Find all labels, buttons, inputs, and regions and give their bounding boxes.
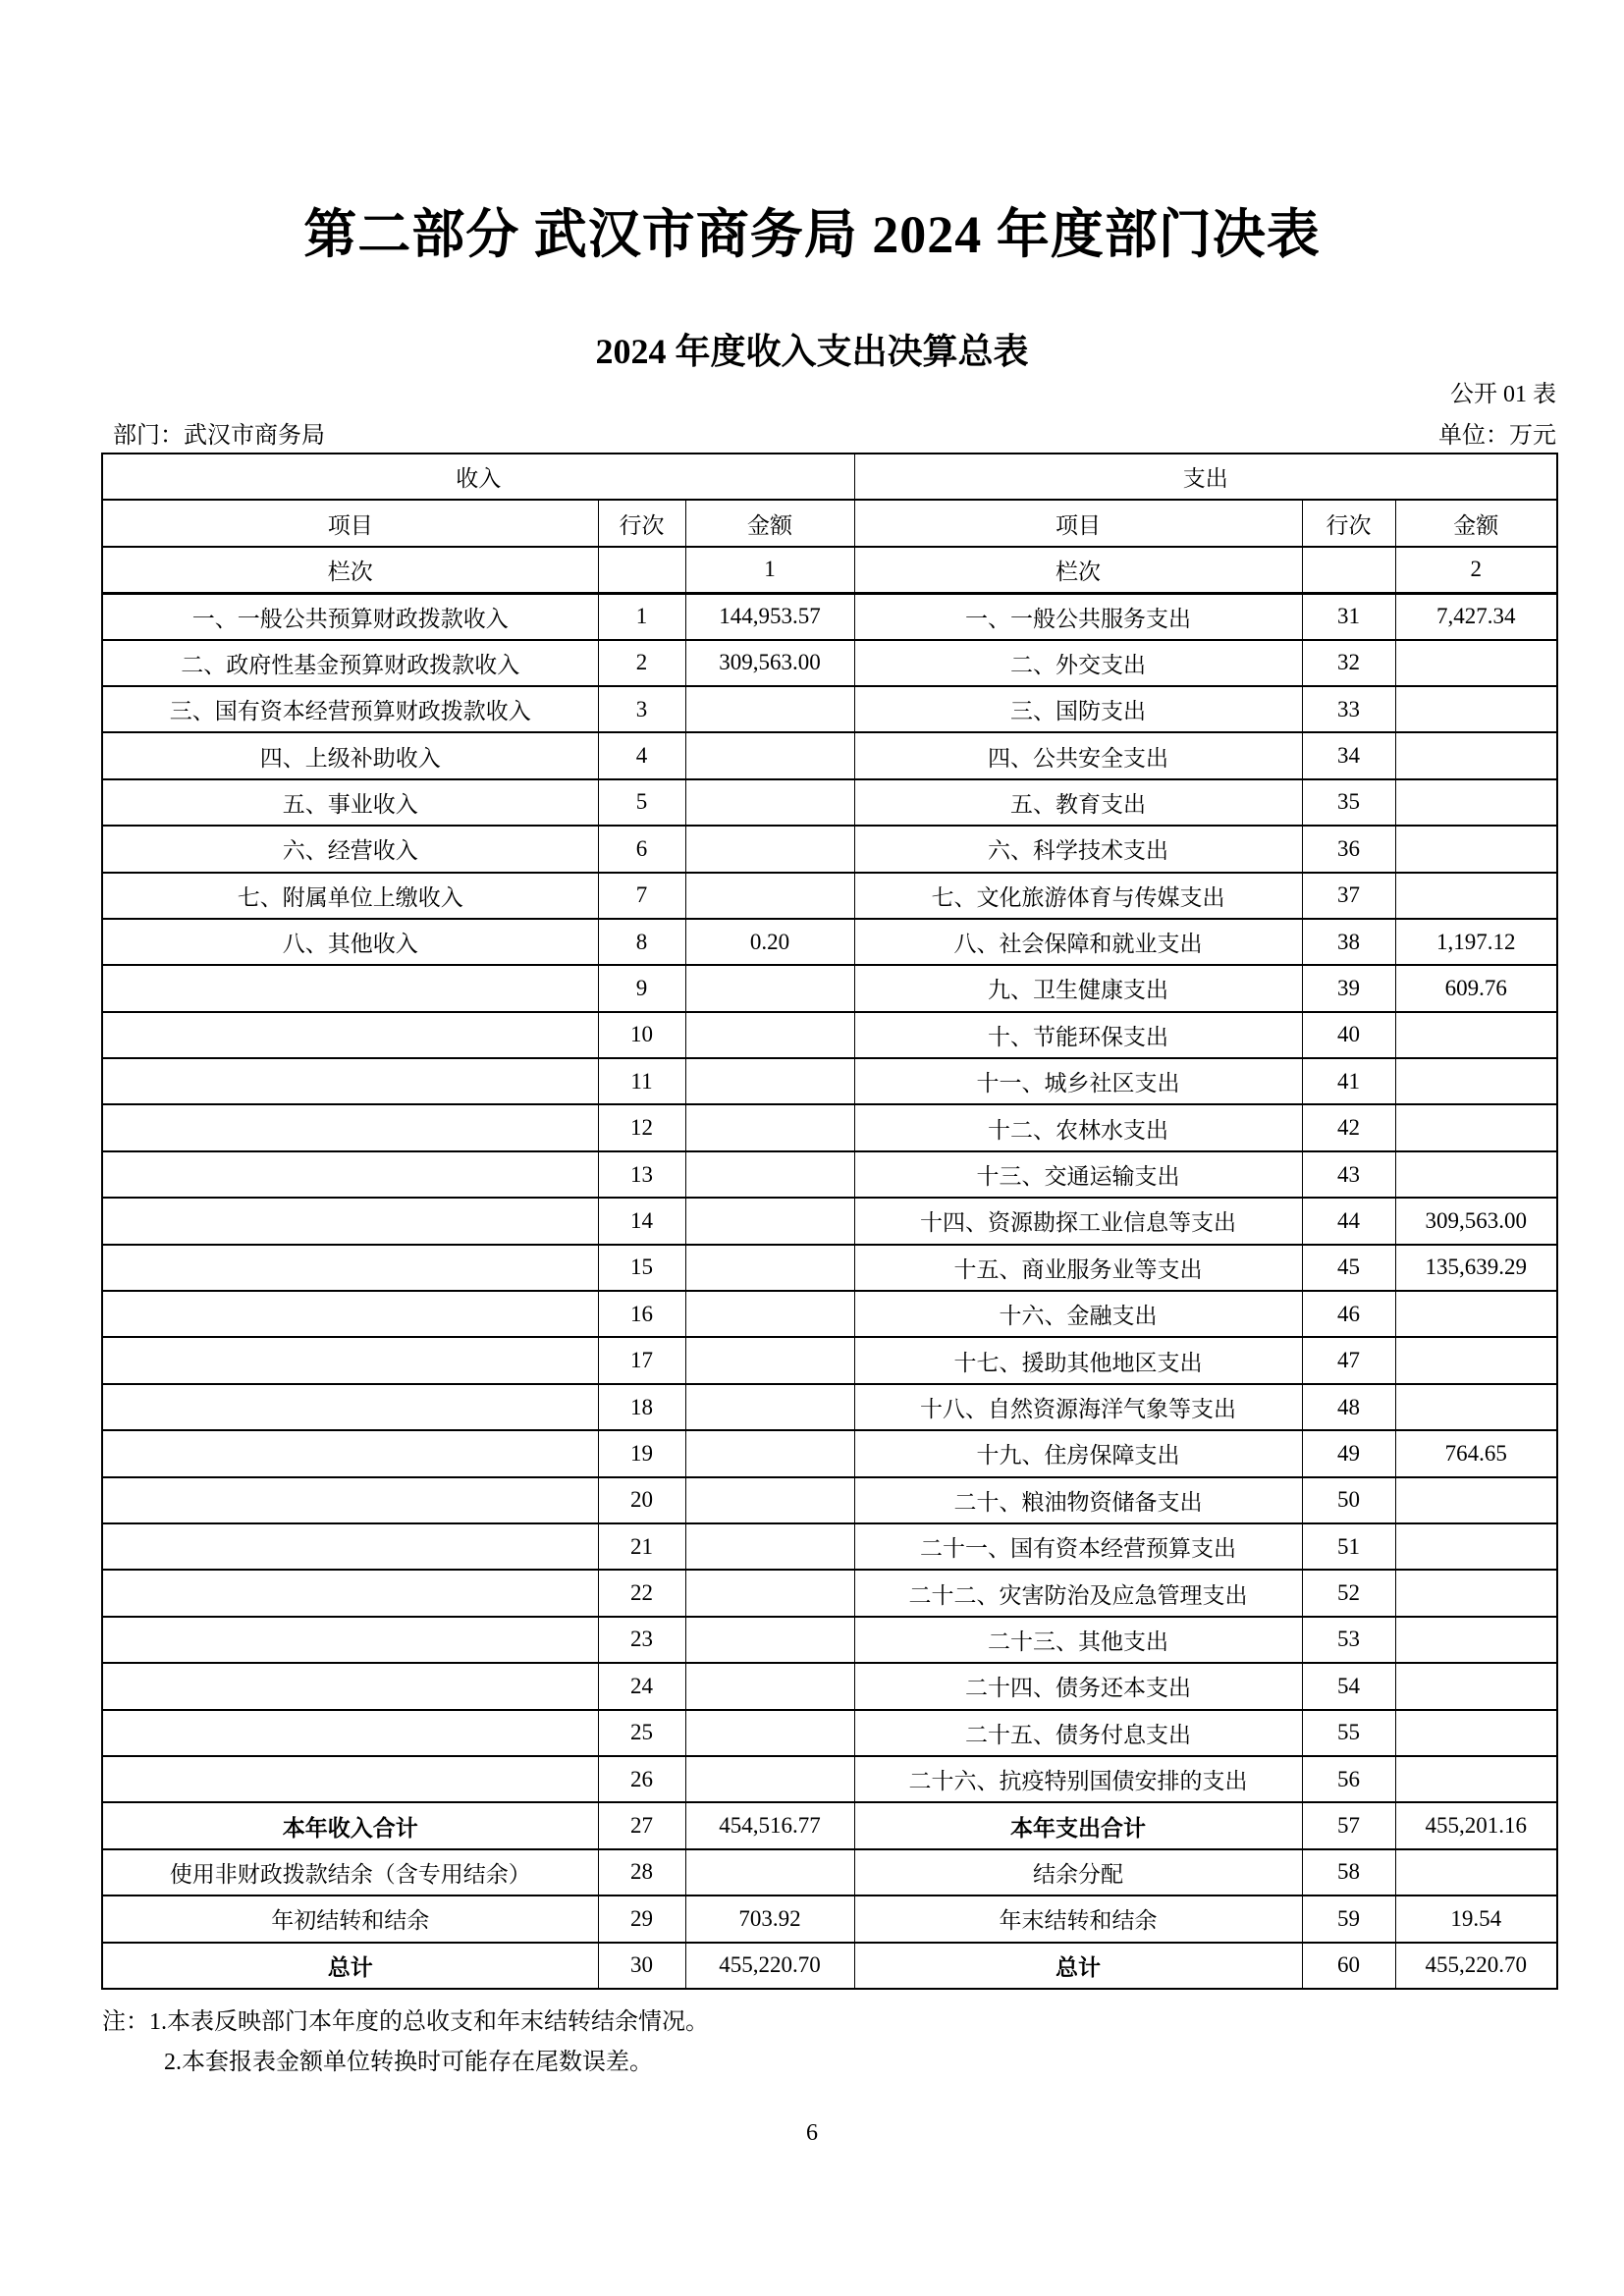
income-amount-cell — [685, 1570, 854, 1616]
income-rowno-cell: 12 — [598, 1104, 685, 1150]
income-amount-cell — [685, 1012, 854, 1058]
expense-rowno-cell: 31 — [1302, 593, 1395, 639]
income-amount-cell — [685, 1756, 854, 1802]
income-item-cell: 八、其他收入 — [102, 919, 598, 965]
table-row — [102, 1245, 1557, 1291]
income-rowno-header: 行次 — [598, 500, 685, 546]
expense-item-cell: 十九、住房保障支出 — [854, 1430, 1302, 1476]
expense-amount-cell — [1395, 1104, 1557, 1150]
income-item-cell — [102, 1198, 598, 1244]
expense-amount-cell — [1395, 1384, 1557, 1430]
income-rowno-cell: 24 — [598, 1663, 685, 1709]
expense-rowno-cell: 38 — [1302, 919, 1395, 965]
income-rowno-cell: 15 — [598, 1245, 685, 1291]
income-rowno-cell: 17 — [598, 1337, 685, 1383]
expense-amount-cell — [1395, 1058, 1557, 1104]
table-row — [102, 1849, 1557, 1896]
table-row — [102, 640, 1557, 686]
income-item-cell — [102, 1104, 598, 1150]
income-rowno-cell: 7 — [598, 873, 685, 919]
expense-amount-cell — [1395, 779, 1557, 826]
income-rowno-cell: 1 — [598, 593, 685, 639]
expense-amount-cell: 455,220.70 — [1395, 1943, 1557, 1989]
expense-rowno-cell: 59 — [1302, 1896, 1395, 1942]
income-item-cell — [102, 1151, 598, 1198]
expense-item-cell: 四、公共安全支出 — [854, 732, 1302, 778]
table-title: 2024 年度收入支出决算总表 — [595, 332, 1029, 371]
expense-item-cell: 十五、商业服务业等支出 — [854, 1245, 1302, 1291]
expense-lanci-empty — [1302, 547, 1395, 593]
expense-rowno-cell: 35 — [1302, 779, 1395, 826]
table-row — [102, 1384, 1557, 1430]
expense-rowno-header: 行次 — [1302, 500, 1395, 546]
income-rowno-cell: 16 — [598, 1291, 685, 1337]
income-amount-cell — [685, 826, 854, 872]
column-header-row — [102, 500, 1557, 546]
expense-rowno-cell: 49 — [1302, 1430, 1395, 1476]
income-rowno-cell: 23 — [598, 1617, 685, 1663]
expense-rowno-cell: 56 — [1302, 1756, 1395, 1802]
expense-item-cell: 二十三、其他支出 — [854, 1617, 1302, 1663]
column-index-row — [102, 547, 1557, 593]
income-rowno-cell: 4 — [598, 732, 685, 778]
expense-item-cell: 十三、交通运输支出 — [854, 1151, 1302, 1198]
expense-item-cell: 九、卫生健康支出 — [854, 965, 1302, 1011]
table-row — [102, 1617, 1557, 1663]
expense-amount-cell — [1395, 1012, 1557, 1058]
expense-rowno-cell: 51 — [1302, 1523, 1395, 1570]
income-item-cell — [102, 1756, 598, 1802]
income-rowno-cell: 29 — [598, 1896, 685, 1942]
income-section-header: 收入 — [102, 454, 854, 500]
income-item-cell — [102, 1058, 598, 1104]
page-number: 6 — [806, 2120, 818, 2146]
income-amount-cell — [685, 779, 854, 826]
expense-rowno-cell: 33 — [1302, 686, 1395, 732]
expense-item-cell: 七、文化旅游体育与传媒支出 — [854, 873, 1302, 919]
income-item-cell — [102, 1617, 598, 1663]
expense-amount-header: 金额 — [1395, 500, 1557, 546]
table-row — [102, 1570, 1557, 1616]
income-amount-cell: 455,220.70 — [685, 1943, 854, 1989]
expense-rowno-cell: 54 — [1302, 1663, 1395, 1709]
expense-item-cell: 十七、援助其他地区支出 — [854, 1337, 1302, 1383]
unit-label: 单位：万元 — [1438, 423, 1556, 449]
expense-amount-cell — [1395, 1756, 1557, 1802]
income-rowno-cell: 2 — [598, 640, 685, 686]
income-item-cell: 总计 — [102, 1943, 598, 1989]
expense-amount-cell — [1395, 1849, 1557, 1896]
table-row — [102, 1756, 1557, 1802]
table-row — [102, 826, 1557, 872]
table-row — [102, 1943, 1557, 1989]
expense-item-cell: 二十六、抗疫特别国债安排的支出 — [854, 1756, 1302, 1802]
income-rowno-cell: 30 — [598, 1943, 685, 1989]
expense-item-header: 项目 — [854, 500, 1302, 546]
income-item-cell: 三、国有资本经营预算财政拨款收入 — [102, 686, 598, 732]
expense-item-cell: 二十五、债务付息支出 — [854, 1710, 1302, 1756]
expense-item-cell: 三、国防支出 — [854, 686, 1302, 732]
income-rowno-cell: 3 — [598, 686, 685, 732]
income-amount-cell — [685, 1151, 854, 1198]
expense-item-cell: 十、节能环保支出 — [854, 1012, 1302, 1058]
expense-rowno-cell: 57 — [1302, 1802, 1395, 1848]
expense-item-cell: 八、社会保障和就业支出 — [854, 919, 1302, 965]
income-rowno-cell: 19 — [598, 1430, 685, 1476]
expense-lanci-label: 栏次 — [854, 547, 1302, 593]
expense-rowno-cell: 34 — [1302, 732, 1395, 778]
table-row — [102, 1477, 1557, 1523]
income-rowno-cell: 28 — [598, 1849, 685, 1896]
income-amount-cell — [685, 1337, 854, 1383]
expense-rowno-cell: 48 — [1302, 1384, 1395, 1430]
expense-rowno-cell: 32 — [1302, 640, 1395, 686]
expense-item-cell: 二十四、债务还本支出 — [854, 1663, 1302, 1709]
table-row — [102, 1523, 1557, 1570]
expense-amount-cell — [1395, 1617, 1557, 1663]
note-line-2: 2.本套报表金额单位转换时可能存在尾数误差。 — [164, 2050, 653, 2075]
page-title: 第二部分 武汉市商务局 2024 年度部门决表 — [303, 205, 1321, 264]
income-amount-header: 金额 — [685, 500, 854, 546]
table-row — [102, 1012, 1557, 1058]
expense-amount-cell — [1395, 1570, 1557, 1616]
income-item-cell — [102, 1477, 598, 1523]
table-row — [102, 1198, 1557, 1244]
income-amount-cell — [685, 1104, 854, 1150]
income-amount-cell — [685, 1430, 854, 1476]
income-rowno-cell: 22 — [598, 1570, 685, 1616]
expense-rowno-cell: 40 — [1302, 1012, 1395, 1058]
expense-item-cell: 十六、金融支出 — [854, 1291, 1302, 1337]
income-item-cell — [102, 1337, 598, 1383]
section-header-row — [102, 454, 1557, 500]
income-rowno-cell: 26 — [598, 1756, 685, 1802]
table-row — [102, 1104, 1557, 1150]
income-amount-cell — [685, 686, 854, 732]
income-rowno-cell: 21 — [598, 1523, 685, 1570]
income-item-cell: 本年收入合计 — [102, 1802, 598, 1848]
expense-rowno-cell: 50 — [1302, 1477, 1395, 1523]
income-amount-cell — [685, 1198, 854, 1244]
expense-rowno-cell: 42 — [1302, 1104, 1395, 1150]
income-rowno-cell: 14 — [598, 1198, 685, 1244]
table-row — [102, 593, 1557, 639]
department-label: 部门：武汉市商务局 — [113, 423, 325, 449]
table-row — [102, 1430, 1557, 1476]
expense-item-cell: 十二、农林水支出 — [854, 1104, 1302, 1150]
expense-item-cell: 一、一般公共服务支出 — [854, 593, 1302, 639]
income-column-index: 1 — [685, 547, 854, 593]
income-amount-cell — [685, 1617, 854, 1663]
table-row — [102, 1058, 1557, 1104]
expense-rowno-cell: 39 — [1302, 965, 1395, 1011]
income-amount-cell — [685, 1523, 854, 1570]
income-item-cell — [102, 1245, 598, 1291]
expense-amount-cell: 309,563.00 — [1395, 1198, 1557, 1244]
table-row — [102, 965, 1557, 1011]
expense-item-cell: 本年支出合计 — [854, 1802, 1302, 1848]
expense-item-cell: 十八、自然资源海洋气象等支出 — [854, 1384, 1302, 1430]
expense-amount-cell — [1395, 732, 1557, 778]
expense-item-cell: 二十一、国有资本经营预算支出 — [854, 1523, 1302, 1570]
income-amount-cell — [685, 1663, 854, 1709]
income-item-cell: 使用非财政拨款结余（含专用结余） — [102, 1849, 598, 1896]
expense-rowno-cell: 46 — [1302, 1291, 1395, 1337]
expense-amount-cell — [1395, 1710, 1557, 1756]
income-amount-cell: 0.20 — [685, 919, 854, 965]
income-amount-cell — [685, 873, 854, 919]
expense-item-cell: 十四、资源勘探工业信息等支出 — [854, 1198, 1302, 1244]
income-item-cell: 一、一般公共预算财政拨款收入 — [102, 593, 598, 639]
income-item-cell — [102, 1291, 598, 1337]
expense-amount-cell — [1395, 826, 1557, 872]
income-rowno-cell: 10 — [598, 1012, 685, 1058]
expense-amount-cell — [1395, 1663, 1557, 1709]
income-rowno-cell: 25 — [598, 1710, 685, 1756]
expense-item-cell: 六、科学技术支出 — [854, 826, 1302, 872]
income-amount-cell: 454,516.77 — [685, 1802, 854, 1848]
income-rowno-cell: 11 — [598, 1058, 685, 1104]
expense-rowno-cell: 47 — [1302, 1337, 1395, 1383]
expense-amount-cell — [1395, 1291, 1557, 1337]
expense-amount-cell — [1395, 686, 1557, 732]
income-item-cell — [102, 1430, 598, 1476]
income-amount-cell — [685, 1245, 854, 1291]
expense-rowno-cell: 52 — [1302, 1570, 1395, 1616]
expense-column-index: 2 — [1395, 547, 1557, 593]
income-item-cell — [102, 1012, 598, 1058]
table-notes — [102, 2002, 709, 2083]
expense-amount-cell: 609.76 — [1395, 965, 1557, 1011]
table-row — [102, 1802, 1557, 1848]
income-amount-cell — [685, 965, 854, 1011]
expense-item-cell: 年末结转和结余 — [854, 1896, 1302, 1942]
expense-amount-cell: 135,639.29 — [1395, 1245, 1557, 1291]
expense-rowno-cell: 44 — [1302, 1198, 1395, 1244]
income-rowno-cell: 8 — [598, 919, 685, 965]
expense-item-cell: 结余分配 — [854, 1849, 1302, 1896]
table-meta-row — [113, 415, 1556, 450]
income-item-cell: 六、经营收入 — [102, 826, 598, 872]
income-amount-cell — [685, 1058, 854, 1104]
expense-amount-cell — [1395, 640, 1557, 686]
income-rowno-cell: 9 — [598, 965, 685, 1011]
income-item-header: 项目 — [102, 500, 598, 546]
expense-amount-cell — [1395, 873, 1557, 919]
expense-item-cell: 十一、城乡社区支出 — [854, 1058, 1302, 1104]
expense-item-cell: 二、外交支出 — [854, 640, 1302, 686]
table-row — [102, 779, 1557, 826]
expense-amount-cell: 455,201.16 — [1395, 1802, 1557, 1848]
table-row — [102, 1663, 1557, 1709]
expense-rowno-cell: 60 — [1302, 1943, 1395, 1989]
income-item-cell — [102, 1570, 598, 1616]
income-item-cell — [102, 1663, 598, 1709]
expense-rowno-cell: 45 — [1302, 1245, 1395, 1291]
table-code-label: 公开 01 表 — [1450, 382, 1556, 407]
expense-amount-cell: 19.54 — [1395, 1896, 1557, 1942]
table-body — [102, 593, 1557, 1989]
income-amount-cell: 703.92 — [685, 1896, 854, 1942]
expense-rowno-cell: 36 — [1302, 826, 1395, 872]
table-row — [102, 686, 1557, 732]
income-item-cell: 四、上级补助收入 — [102, 732, 598, 778]
income-item-cell — [102, 1384, 598, 1430]
expense-item-cell: 二十二、灾害防治及应急管理支出 — [854, 1570, 1302, 1616]
income-item-cell — [102, 1710, 598, 1756]
income-item-cell — [102, 1523, 598, 1570]
expense-rowno-cell: 41 — [1302, 1058, 1395, 1104]
expense-amount-cell: 1,197.12 — [1395, 919, 1557, 965]
table-row — [102, 1151, 1557, 1198]
table-row — [102, 1291, 1557, 1337]
table-row — [102, 919, 1557, 965]
table-row — [102, 1710, 1557, 1756]
expense-rowno-cell: 55 — [1302, 1710, 1395, 1756]
expense-amount-cell — [1395, 1337, 1557, 1383]
income-rowno-cell: 18 — [598, 1384, 685, 1430]
income-lanci-empty — [598, 547, 685, 593]
income-amount-cell — [685, 1291, 854, 1337]
expense-rowno-cell: 58 — [1302, 1849, 1395, 1896]
note-line-1: 注：1.本表反映部门本年度的总收支和年末结转结余情况。 — [102, 2009, 709, 2035]
expense-rowno-cell: 37 — [1302, 873, 1395, 919]
expense-item-cell: 五、教育支出 — [854, 779, 1302, 826]
income-rowno-cell: 5 — [598, 779, 685, 826]
income-rowno-cell: 20 — [598, 1477, 685, 1523]
expense-amount-cell — [1395, 1477, 1557, 1523]
income-item-cell: 二、政府性基金预算财政拨款收入 — [102, 640, 598, 686]
expense-amount-cell — [1395, 1151, 1557, 1198]
expense-item-cell: 二十、粮油物资储备支出 — [854, 1477, 1302, 1523]
expense-item-cell: 总计 — [854, 1943, 1302, 1989]
expense-rowno-cell: 43 — [1302, 1151, 1395, 1198]
income-rowno-cell: 6 — [598, 826, 685, 872]
income-amount-cell — [685, 1710, 854, 1756]
expense-amount-cell: 764.65 — [1395, 1430, 1557, 1476]
expense-section-header: 支出 — [854, 454, 1557, 500]
income-amount-cell — [685, 1849, 854, 1896]
table-row — [102, 1896, 1557, 1942]
income-rowno-cell: 13 — [598, 1151, 685, 1198]
income-amount-cell — [685, 732, 854, 778]
table-row — [102, 1337, 1557, 1383]
income-rowno-cell: 27 — [598, 1802, 685, 1848]
budget-summary-table — [101, 453, 1558, 1990]
income-amount-cell — [685, 1477, 854, 1523]
table-row — [102, 732, 1557, 778]
income-amount-cell: 309,563.00 — [685, 640, 854, 686]
income-amount-cell: 144,953.57 — [685, 593, 854, 639]
income-item-cell — [102, 965, 598, 1011]
table-row — [102, 873, 1557, 919]
income-item-cell: 年初结转和结余 — [102, 1896, 598, 1942]
income-item-cell: 五、事业收入 — [102, 779, 598, 826]
income-lanci-label: 栏次 — [102, 547, 598, 593]
expense-amount-cell — [1395, 1523, 1557, 1570]
income-amount-cell — [685, 1384, 854, 1430]
expense-rowno-cell: 53 — [1302, 1617, 1395, 1663]
income-item-cell: 七、附属单位上缴收入 — [102, 873, 598, 919]
expense-amount-cell: 7,427.34 — [1395, 593, 1557, 639]
